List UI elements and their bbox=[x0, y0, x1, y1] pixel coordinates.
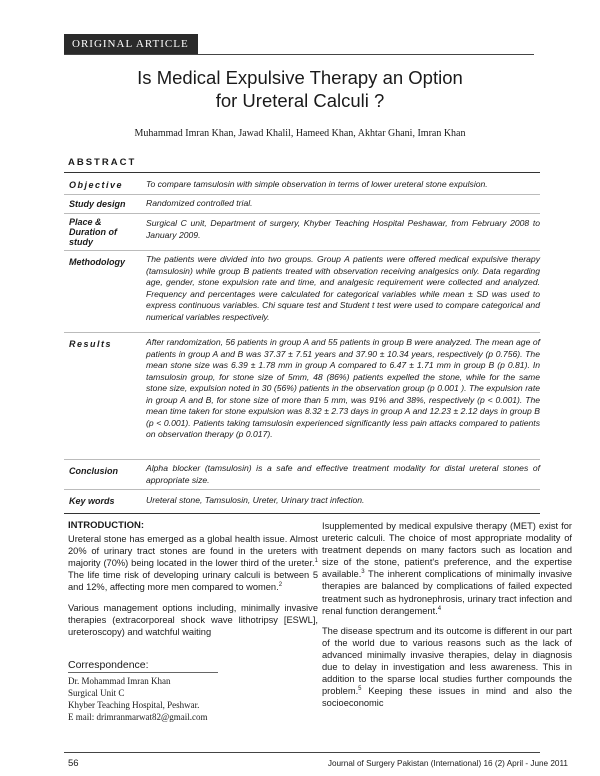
author-list: Muhammad Imran Khan, Jawad Khalil, Hameed Khan, Akhtar Ghani, Imran Khan bbox=[134, 128, 466, 139]
abstract-divider bbox=[64, 332, 540, 333]
abstract-heading: ABSTRACT bbox=[68, 157, 137, 168]
abstract-divider bbox=[64, 213, 540, 214]
introduction-heading: INTRODUCTION: bbox=[68, 520, 144, 531]
methodology-text: The patients were divided into two groups. Group A patients were offered medical expulsive therapy (tamsulosin) while group B patients treated with observation receiving analgesics only. Data regarding age, gender, stone expulsion rate and time, and analgesic requirement were collected and analyzed. Frequency and percentages were calculated for categorical variables while mean ± SD was used to express continuous variables. Chi square test and Student t test were used to compare categorical and numerical variables respectively. bbox=[146, 254, 540, 322]
citation-2: 2 bbox=[278, 582, 283, 589]
title-line-2: for Ureteral Calculi ? bbox=[215, 90, 385, 111]
abstract-divider bbox=[64, 194, 540, 195]
correspondence-email[interactable]: E mail: drimranmarwat82@gmail.com bbox=[68, 712, 208, 722]
intro-paragraph-4: The disease spectrum and its outcome is different in our part of the world due to various reasons such as the lack of advanced minimally invasive therapies, delay in diagnosis due to delay in investigation and less awareness. This in addition to the sparse local studies further compounds the problem.$^5$ Keeping these issues in mind and also the socioeconomic bbox=[322, 625, 572, 709]
citation-4: 4 bbox=[437, 605, 442, 612]
abstract-divider bbox=[64, 250, 540, 251]
page-number: 56 bbox=[68, 758, 79, 769]
left-column bbox=[68, 520, 318, 638]
citation-3: 3 bbox=[361, 569, 365, 576]
results-label: Results bbox=[69, 339, 113, 349]
citation-5: 5 bbox=[358, 686, 362, 693]
correspondence-name: Dr. Mohammad Imran Khan bbox=[68, 676, 171, 686]
correspondence-unit: Surgical Unit C bbox=[68, 688, 125, 698]
correspondence-heading: Correspondence: bbox=[68, 659, 149, 671]
footer-rule bbox=[64, 752, 540, 753]
objective-text: To compare tamsulosin with simple observation in terms of lower ureteral stone expulsion. bbox=[146, 179, 488, 189]
intro-paragraph-1: Ureteral stone has emerged as a global health issue. Almost 20% of urinary tract stones are found in the ureters with majority (70%) being located in the lower third of the ureter.$^1$ The life time risk of developing urinary calculi is between 5 and 12%, affecting more men compared to women.$^2$ bbox=[68, 534, 318, 593]
place-duration-text: Surgical C unit, Department of surgery, Khyber Teaching Hospital Peshawar, from February 2008 to January 2009. bbox=[146, 218, 540, 240]
results-text: After randomization, 56 patients in group A and 55 patients in group B were analyzed. The mean age of patients in group A and B was 37.37 ± 7.51 years and 37.90 ± 10.34 years, respectively (p 0.756). The mean stone size was 6.39 ± 1.78 mm in group A compared to 6.47 ± 1.71 mm in group B (p 0.81). In tamsulosin group, for stone size of 5mm, 48 (86%) patients expelled the stone, while for the same stone size, expulsion noted in 30 (56%) patients in the observation group (p 0.001 ). The expulsion rate in group A and B, for stone size of more than 5 mm, was 91% and 38%, respectively (p < 0.001). The mean time taken for stone expulsion was 8.32 ± 2.73 days in group A and 12.23 ± 2.12 days in group B (p < 0.001). Patients taking tamsulosin experienced significantly less pain attacks compared to patients on observation therapy (p 0.017). bbox=[146, 337, 540, 439]
study-design-label: Study design bbox=[69, 199, 126, 209]
objective-label: Objective bbox=[69, 180, 124, 190]
abstract-divider bbox=[64, 459, 540, 460]
journal-citation: Journal of Surgery Pakistan (International) 16 (2) April - June 2011 bbox=[327, 759, 568, 768]
article-type-tag: ORIGINAL ARTICLE bbox=[64, 34, 198, 54]
intro-paragraph-2: Various management options including, minimally invasive therapies (extracorporeal shock wave lithotripsy [ESWL], ureteroscopy) and watchful waiting bbox=[68, 602, 318, 637]
keywords-text: Ureteral stone, Tamsulosin, Ureter, Urinary tract infection. bbox=[146, 495, 365, 505]
abstract-end-rule bbox=[64, 513, 540, 514]
citation-1: 1 bbox=[314, 558, 318, 565]
conclusion-label: Conclusion bbox=[69, 466, 118, 476]
right-column bbox=[322, 520, 572, 709]
title-line-1: Is Medical Expulsive Therapy an Option bbox=[137, 67, 463, 88]
intro-paragraph-3: Isupplemented by medical expulsive therapy (MET) exist for ureteric calculi. The choice of most appropriate modality of treatment depends on many factors such as location and size of the stone, patient's preference, and the expertise available.$^3$ The inherent complications of minimally invasive therapies are balanced by complications of failed expected treatment such as hydronephrosis, urinary tract infection and renal function derangement.$^4$ bbox=[322, 521, 572, 616]
methodology-label: Methodology bbox=[69, 257, 125, 267]
conclusion-text: Alpha blocker (tamsulosin) is a safe and effective treatment modality for distal ureteral stones of appropriate size. bbox=[146, 463, 540, 485]
place-duration-label: Place & Duration of study bbox=[69, 217, 117, 247]
abstract-divider bbox=[64, 489, 540, 490]
correspondence-hospital: Khyber Teaching Hospital, Peshwar. bbox=[68, 700, 200, 710]
abstract-rule bbox=[64, 172, 540, 173]
header-rule bbox=[64, 54, 534, 55]
correspondence-rule bbox=[68, 672, 218, 673]
keywords-label: Key words bbox=[69, 496, 115, 506]
article-title bbox=[60, 66, 540, 112]
study-design-text: Randomized controlled trial. bbox=[146, 198, 253, 208]
